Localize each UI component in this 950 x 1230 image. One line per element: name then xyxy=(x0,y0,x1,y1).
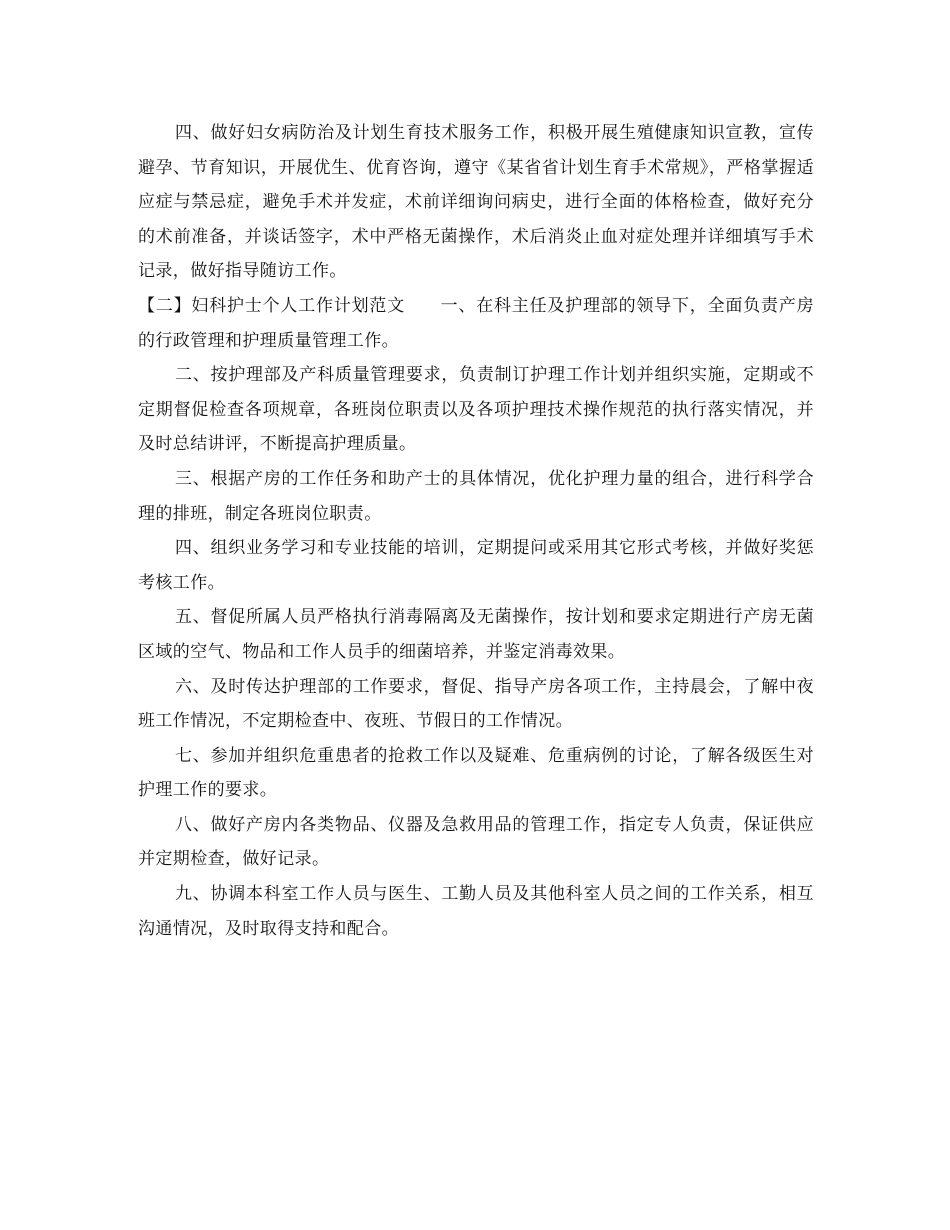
paragraph-plan-two-heading: 【二】妇科护士个人工作计划范文 一、在科主任及护理部的领导下，全面负责产房的行政管理和护理质量管理工作。 xyxy=(138,295,814,351)
paragraph-item-seven: 七、参加并组织危重患者的抢救工作以及疑难、危重病例的讨论，了解各级医生对护理工作的要求。 xyxy=(138,745,814,801)
paragraph-item-three: 三、根据产房的工作任务和助产士的具体情况，优化护理力量的组合，进行科学合理的排班，制定各班岗位职责。 xyxy=(138,468,814,524)
paragraph-section-four-gynecology: 四、做好妇女病防治及计划生育技术服务工作，积极开展生殖健康知识宣教，宣传避孕、节育知识，开展优生、优育咨询，遵守《某省省计划生育手术常规》，严格掌握适应症与禁忌症，避免手术并发症，术前详细询问病史，进行全面的体格检查，做好充分的术前准备，并谈话签字，术中严格无菌操作，术后消炎止血对症处理并详细填写手术记录，做好指导随访工作。 xyxy=(138,123,814,282)
paragraph-item-nine: 九、协调本科室工作人员与医生、工勤人员及其他科室人员之间的工作关系，相互沟通情况，及时取得支持和配合。 xyxy=(138,884,814,939)
paragraph-item-four: 四、组织业务学习和专业技能的培训，定期提问或采用其它形式考核，并做好奖惩考核工作。 xyxy=(138,538,814,593)
paragraph-item-two: 二、按护理部及产科质量管理要求，负责制订护理工作计划并组织实施，定期或不定期督促检查各项规章，各班岗位职责以及各项护理技术操作规范的执行落实情况，并及时总结讲评，不断提高护理质量。 xyxy=(138,365,814,455)
paragraph-item-five: 五、督促所属人员严格执行消毒隔离及无菌操作，按计划和要求定期进行产房无菌区域的空气、物品和工作人员手的细菌培养，并鉴定消毒效果。 xyxy=(138,607,814,662)
document-body xyxy=(138,116,814,946)
paragraph-item-six: 六、及时传达护理部的工作要求，督促、指导产房各项工作，主持晨会，了解中夜班工作情况，不定期检查中、夜班、节假日的工作情况。 xyxy=(138,676,814,732)
paragraph-item-eight: 八、做好产房内各类物品、仪器及急救用品的管理工作，指定专人负责，保证供应并定期检查，做好记录。 xyxy=(138,814,814,870)
